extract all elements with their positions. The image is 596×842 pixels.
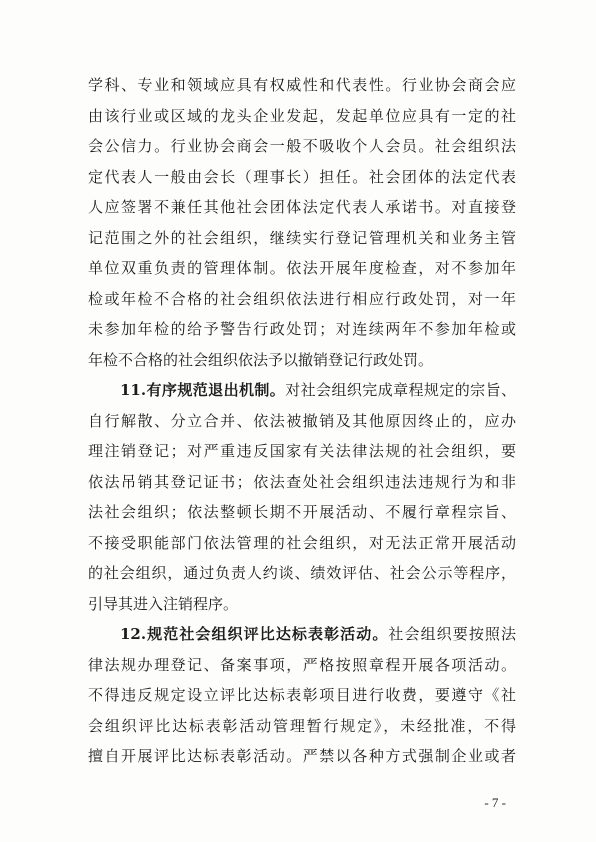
paragraph-exit-mechanism: [88, 375, 516, 619]
paragraph-first-line: [88, 619, 516, 650]
paragraph-continued: [88, 70, 516, 375]
text-line: 由该行业或区域的龙头企业发起，发起单位应具有一定的社: [88, 106, 516, 125]
text-line: 人应签署不兼任其他社会团体法定代表人承诺书。对直接登: [88, 198, 516, 216]
page-number: - 7 -: [484, 795, 506, 810]
body-text: [88, 70, 516, 772]
first-line-text: 社会组织要按照法: [388, 625, 516, 643]
text-line: 年检不合格的社会组织依法予以撤销登记行政处罚。: [88, 350, 434, 369]
paragraph-awards-activities: [88, 619, 516, 772]
text-line: 学科、专业和领域应具有权威性和代表性。行业协会商会应: [88, 76, 516, 94]
text-line: 不接受职能部门依法管理的社会组织，对无法正常开展活动: [88, 533, 516, 552]
text-line: 依法吊销其登记证书；依法查处社会组织违法违规行为和非: [88, 472, 516, 491]
text-line: 自行解散、分立合并、依法被撤销及其他原因终止的，应办: [88, 411, 516, 430]
text-line: 引导其进入注销程序。: [88, 594, 239, 613]
text-line: 检或年检不合格的社会组织依法进行相应行政处罚，对一年: [88, 289, 516, 308]
text-line: 法社会组织；依法整顿长期不开展活动、不履行章程宗旨、: [88, 503, 516, 521]
text-line: 理注销登记；对严重违反国家有关法律法规的社会组织，要: [88, 442, 516, 460]
first-line-text: 对社会组织完成章程规定的宗旨、: [285, 381, 516, 399]
section-heading: 11.有序规范退出机制。: [120, 381, 286, 399]
text-line: 会公信力。行业协会商会一般不吸收个人会员。社会组织法: [88, 137, 516, 155]
text-line: 律法规办理登记、备案事项，严格按照章程开展各项活动。: [88, 655, 516, 674]
text-line: 会组织评比达标表彰活动管理暂行规定》，未经批准，不得: [88, 716, 516, 735]
section-heading: 12.规范社会组织评比达标表彰活动。: [120, 625, 389, 643]
text-line: 单位双重负责的管理体制。依法开展年度检查，对不参加年: [88, 259, 516, 277]
text-line: 定代表人一般由会长（理事长）担任。社会团体的法定代表: [88, 167, 516, 186]
text-line: 未参加年检的给予警告行政处罚；对连续两年不参加年检或: [88, 320, 516, 338]
text-line: 记范围之外的社会组织，继续实行登记管理机关和业务主管: [88, 228, 516, 247]
text-line: 不得违反规定设立评比达标表彰项目进行收费，要遵守《社: [88, 686, 516, 704]
paragraph-first-line: [88, 375, 516, 406]
text-line: 擅自开展评比达标表彰活动。严禁以各种方式强制企业或者: [88, 747, 516, 765]
text-line: 的社会组织，通过负责人约谈、绩效评估、社会公示等程序，: [88, 564, 516, 582]
